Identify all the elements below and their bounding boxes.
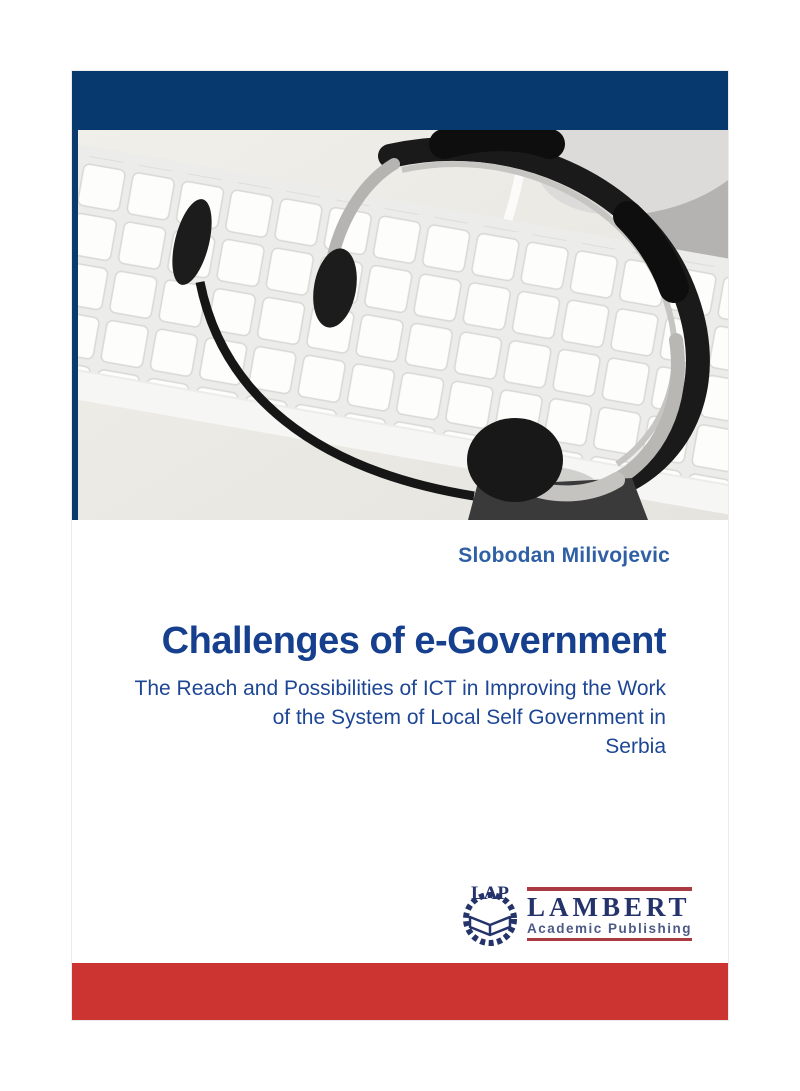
publisher-logo <box>459 877 692 951</box>
lap-emblem-text: LAP <box>470 883 509 904</box>
subtitle-line-1: The Reach and Possibilities of ICT in Improving the Work <box>134 677 666 700</box>
author-name: Slobodan Milivojevic <box>458 544 670 567</box>
book-title: Challenges of e-Government <box>161 620 666 662</box>
subtitle-line-3: Serbia <box>605 735 666 758</box>
publisher-logo-text <box>527 887 692 941</box>
cover-top-bar <box>72 71 728 130</box>
logo-bottom-rule <box>527 938 692 941</box>
cover-bottom-bar <box>72 963 728 1020</box>
headset-on-keyboard-photo <box>72 130 728 520</box>
publisher-wordmark: LAMBERT <box>526 892 691 922</box>
lap-emblem-icon <box>459 877 521 951</box>
ear-cup <box>467 418 563 502</box>
publisher-tagline: Academic Publishing <box>526 921 692 936</box>
photo-left-strip <box>72 130 78 520</box>
book-cover <box>72 71 728 1020</box>
logo-top-rule <box>527 887 692 891</box>
subtitle-line-2: of the System of Local Self Government in <box>272 706 666 729</box>
book-subtitle <box>72 674 666 761</box>
